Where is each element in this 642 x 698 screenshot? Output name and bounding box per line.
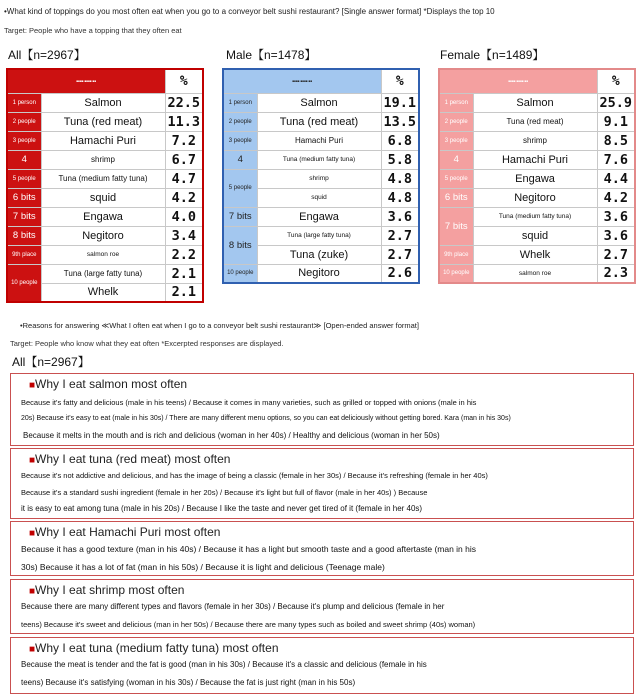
table-row <box>223 112 419 131</box>
table-row <box>223 150 419 169</box>
rank-cell: 3 people <box>439 131 473 150</box>
percent-cell: 4.8 <box>381 169 419 188</box>
all-ranking-table <box>6 68 204 303</box>
percent-header: % <box>165 69 203 93</box>
rank-cell: 1 person <box>439 93 473 112</box>
percent-cell: 3.6 <box>597 207 635 226</box>
header-cell: ■■■■ ■■■■ ■■ <box>223 69 381 93</box>
item-cell: Tuna (red meat) <box>473 112 597 131</box>
percent-cell: 25.9 <box>597 93 635 112</box>
rank-cell: 8 bits <box>7 226 41 245</box>
item-cell: Hamachi Puri <box>473 150 597 169</box>
item-cell: squid <box>473 226 597 245</box>
table-row <box>439 264 635 283</box>
percent-cell: 6.7 <box>165 150 203 169</box>
rank-cell: 2 people <box>223 112 257 131</box>
rank-cell: 5 people <box>439 169 473 188</box>
table-row <box>7 245 203 264</box>
table-header-row <box>439 69 635 93</box>
percent-cell: 4.2 <box>165 188 203 207</box>
rank-cell: 6 bits <box>439 188 473 207</box>
table-header-row <box>7 69 203 93</box>
table-row <box>223 264 419 283</box>
bullet-icon: ■ <box>29 644 36 655</box>
rank-cell: 5 people <box>7 169 41 188</box>
reason-line: 20s) Because it's easy to eat (male in his 30s) / There are many different menu options, so you can eat deliciously without getting bored. Kara (man in his 30s) <box>21 415 511 422</box>
rank-cell: 9th place <box>439 245 473 264</box>
table-row <box>223 169 419 188</box>
table-row <box>7 169 203 188</box>
table-row <box>7 188 203 207</box>
reason-box-tuna-medium <box>10 637 634 694</box>
percent-cell: 7.6 <box>597 150 635 169</box>
percent-cell: 6.8 <box>381 131 419 150</box>
percent-cell: 2.2 <box>165 245 203 264</box>
table-row <box>7 112 203 131</box>
question-1: •What kind of toppings do you most often eat when you go to a conveyor belt sushi restaurant? [Single answer format] *Displays the top 10 <box>4 7 495 16</box>
table-row <box>7 131 203 150</box>
table-row <box>223 131 419 150</box>
male-section-label: Male【n=1478】 <box>226 48 317 62</box>
table-row <box>439 169 635 188</box>
item-cell: Tuna (red meat) <box>41 112 165 131</box>
percent-cell: 3.6 <box>597 226 635 245</box>
percent-cell: 7.2 <box>165 131 203 150</box>
item-cell: squid <box>41 188 165 207</box>
item-cell: Negitoro <box>473 188 597 207</box>
table-row <box>223 93 419 112</box>
reason-box-salmon <box>10 373 634 446</box>
percent-cell: 4.0 <box>165 207 203 226</box>
percent-cell: 2.1 <box>165 283 203 302</box>
table-row <box>439 150 635 169</box>
female-section-label: Female【n=1489】 <box>440 48 545 62</box>
item-cell: Salmon <box>41 93 165 112</box>
table-row <box>7 150 203 169</box>
rank-cell: 5 people <box>223 169 257 207</box>
reason-line: Because it's a standard sushi ingredient (female in her 20s) / Because it's light but full of flavor (male in her 40s) ) Because <box>21 488 428 497</box>
reason-box-shrimp <box>10 579 634 634</box>
percent-cell: 11.3 <box>165 112 203 131</box>
target-1: Target: People who have a topping that they often eat <box>4 26 182 35</box>
male-ranking-table <box>222 68 420 284</box>
item-cell: Tuna (medium fatty tuna) <box>41 169 165 188</box>
rank-cell: 10 people <box>7 264 41 302</box>
bullet-icon: ■ <box>29 455 36 466</box>
percent-cell: 3.6 <box>381 207 419 226</box>
bullet-icon: ■ <box>29 586 36 597</box>
percent-cell: 3.4 <box>165 226 203 245</box>
percent-cell: 22.5 <box>165 93 203 112</box>
rank-cell: 4 <box>439 150 473 169</box>
reason-box-tuna-red <box>10 448 634 519</box>
item-cell: salmon roe <box>41 245 165 264</box>
question-2: •Reasons for answering ≪What I often eat when I go to a conveyor belt sushi restaurant≫ [Open-ended answer format] <box>20 321 419 330</box>
table-row <box>439 131 635 150</box>
item-cell: Tuna (zuke) <box>257 245 381 264</box>
table-row <box>223 226 419 245</box>
rank-cell: 3 people <box>7 131 41 150</box>
rank-cell: 3 people <box>223 131 257 150</box>
reason-title <box>29 525 220 539</box>
item-cell: Salmon <box>257 93 381 112</box>
reason-line: Because it has a good texture (man in his 40s) / Because it has a light but smooth taste and a good aftertaste (man in his <box>21 544 477 554</box>
table-row <box>439 112 635 131</box>
item-cell: Engawa <box>257 207 381 226</box>
table-row <box>439 188 635 207</box>
table-row <box>439 245 635 264</box>
table-row <box>223 207 419 226</box>
item-cell: salmon roe <box>473 264 597 283</box>
rank-cell: 8 bits <box>223 226 257 264</box>
item-cell: Hamachi Puri <box>257 131 381 150</box>
reason-title-text: Why I eat tuna (red meat) most often <box>35 452 231 466</box>
percent-cell: 2.3 <box>597 264 635 283</box>
rank-cell: 1 person <box>223 93 257 112</box>
table-header-row <box>223 69 419 93</box>
rank-cell: 1 person <box>7 93 41 112</box>
percent-cell: 19.1 <box>381 93 419 112</box>
item-cell: Whelk <box>473 245 597 264</box>
percent-cell: 2.7 <box>597 245 635 264</box>
rank-cell: 7 bits <box>439 207 473 245</box>
table-row <box>439 93 635 112</box>
reason-title-text: Why I eat salmon most often <box>35 377 188 391</box>
reason-title <box>29 377 187 391</box>
percent-cell: 2.7 <box>381 245 419 264</box>
percent-cell: 4.7 <box>165 169 203 188</box>
item-cell: Hamachi Puri <box>41 131 165 150</box>
rank-cell: 7 bits <box>223 207 257 226</box>
female-ranking-table <box>438 68 636 284</box>
reason-line: Because the meat is tender and the fat is good (man in his 30s) / Because it's a classic and delicious (female in his <box>21 660 427 669</box>
all-label-2: All【n=2967】 <box>12 355 90 369</box>
reason-title-text: Why I eat Hamachi Puri most often <box>35 525 221 539</box>
percent-cell: 13.5 <box>381 112 419 131</box>
item-cell: Salmon <box>473 93 597 112</box>
all-section-label: All【n=2967】 <box>8 48 86 62</box>
reason-line: it is easy to eat among tuna (male in his 20s) / Because I like the taste and never get tired of it (female in her 40s) <box>21 504 423 513</box>
rank-cell: 4 <box>7 150 41 169</box>
reason-box-hamachi <box>10 521 634 576</box>
reason-line: teens) Because it's sweet and delicious (man in her 50s) / Because there are many types such as boiled and sweet shrimp (40s) woman) <box>21 620 476 629</box>
item-cell: Tuna (large fatty tuna) <box>257 226 381 245</box>
percent-cell: 4.4 <box>597 169 635 188</box>
table-row <box>439 207 635 226</box>
table-row <box>7 93 203 112</box>
percent-cell: 2.7 <box>381 226 419 245</box>
item-cell: shrimp <box>257 169 381 188</box>
table-row <box>7 264 203 283</box>
percent-cell: 8.5 <box>597 131 635 150</box>
item-cell: Tuna (large fatty tuna) <box>41 264 165 283</box>
rank-cell: 10 people <box>223 264 257 283</box>
rank-cell: 4 <box>223 150 257 169</box>
rank-cell: 10 people <box>439 264 473 283</box>
percent-cell: 5.8 <box>381 150 419 169</box>
item-cell: shrimp <box>41 150 165 169</box>
item-cell: Engawa <box>41 207 165 226</box>
table-row <box>7 207 203 226</box>
percent-cell: 2.6 <box>381 264 419 283</box>
table-row <box>7 226 203 245</box>
reason-line: Because there are many different types and flavors (female in her 30s) / Because it's plump and delicious (female in her <box>21 602 445 611</box>
item-cell: Tuna (medium fatty tuna) <box>257 150 381 169</box>
reason-line: teens) Because it's satisfying (woman in his 30s) / Because the fat is just right (man in his 50s) <box>21 678 356 687</box>
reason-title <box>29 641 279 655</box>
rank-cell: 9th place <box>7 245 41 264</box>
reason-title <box>29 583 184 597</box>
percent-header: % <box>381 69 419 93</box>
rank-cell: 7 bits <box>7 207 41 226</box>
rank-cell: 2 people <box>439 112 473 131</box>
item-cell: Engawa <box>473 169 597 188</box>
item-cell: Tuna (red meat) <box>257 112 381 131</box>
percent-cell: 2.1 <box>165 264 203 283</box>
header-cell: ■■■■ ■■■■ ■■ <box>7 69 165 93</box>
item-cell: Negitoro <box>41 226 165 245</box>
rank-cell: 2 people <box>7 112 41 131</box>
item-cell: Negitoro <box>257 264 381 283</box>
bullet-icon: ■ <box>29 380 36 391</box>
reason-line: 30s) Because it has a lot of fat (man in his 50s) / Because it is light and delicious (Teenage male) <box>21 562 385 572</box>
reason-title <box>29 452 230 466</box>
rank-cell: 6 bits <box>7 188 41 207</box>
percent-header: % <box>597 69 635 93</box>
percent-cell: 4.2 <box>597 188 635 207</box>
target-2: Target: People who know what they eat often *Excerpted responses are displayed. <box>10 339 284 348</box>
reason-title-text: Why I eat shrimp most often <box>35 583 185 597</box>
item-cell: Tuna (medium fatty tuna) <box>473 207 597 226</box>
percent-cell: 9.1 <box>597 112 635 131</box>
item-cell: squid <box>257 188 381 207</box>
item-cell: shrimp <box>473 131 597 150</box>
reason-line: Because it's not addictive and delicious, and has the image of being a classic (female in her 30s) / Because it's refreshing (female in her 40s) <box>21 471 488 480</box>
header-cell: ■■■■ ■■■■ ■■ <box>439 69 597 93</box>
percent-cell: 4.8 <box>381 188 419 207</box>
reason-line: Because it melts in the mouth and is rich and delicious (woman in her 40s) / Healthy and delicious (woman in her 50s) <box>23 431 440 440</box>
item-cell: Whelk <box>41 283 165 302</box>
bullet-icon: ■ <box>29 528 36 539</box>
reason-line: Because it's fatty and delicious (male in his teens) / Because it comes in many varieties, such as grilled or topped with onions (male in his <box>21 398 477 407</box>
reason-title-text: Why I eat tuna (medium fatty tuna) most often <box>35 641 279 655</box>
